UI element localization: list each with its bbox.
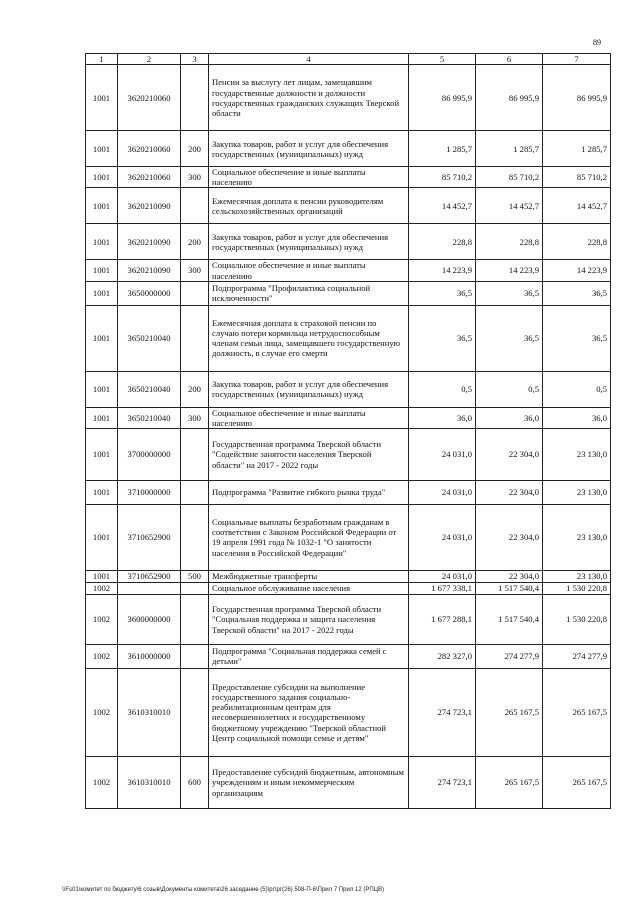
amount-cell-col5: 14 452,7 bbox=[409, 188, 476, 224]
table-row bbox=[86, 582, 611, 594]
section-code-cell: 1002 bbox=[86, 594, 118, 644]
header-cell-6: 6 bbox=[476, 54, 543, 65]
section-code-cell: 1001 bbox=[86, 65, 118, 131]
header-cell-4: 4 bbox=[209, 54, 409, 65]
amount-cell-col7: 1 530 220,8 bbox=[543, 594, 611, 644]
expense-type-cell: 300 bbox=[181, 260, 209, 281]
target-article-cell: 3610310010 bbox=[118, 756, 181, 808]
header-row bbox=[86, 54, 611, 65]
table-row bbox=[86, 260, 611, 281]
description-cell: Социальное обеспечение и иные выплаты населению bbox=[209, 260, 409, 281]
amount-cell-col7: 23 130,0 bbox=[543, 428, 611, 480]
description-cell: Социальное обеспечение и иные выплаты населению bbox=[209, 167, 409, 188]
file-path-footer: \\Fs01\комитет по бюджету\6 созыв\Документы комитета\26 заседание (5)\рг\рг(26) 508-П-6\Прил 7 Прил 12 (РПЦВ) bbox=[62, 887, 385, 893]
section-code-cell: 1002 bbox=[86, 644, 118, 668]
expense-type-cell bbox=[181, 305, 209, 371]
amount-cell-col7: 86 995,9 bbox=[543, 65, 611, 131]
expense-type-cell bbox=[181, 428, 209, 480]
target-article-cell: 3620210090 bbox=[118, 224, 181, 260]
amount-cell-col5: 1 677 288,1 bbox=[409, 594, 476, 644]
amount-cell-col5: 274 723,1 bbox=[409, 668, 476, 756]
amount-cell-col6: 86 995,9 bbox=[476, 65, 543, 131]
amount-cell-col7: 265 167,5 bbox=[543, 668, 611, 756]
amount-cell-col6: 22 304,0 bbox=[476, 428, 543, 480]
amount-cell-col5: 24 031,0 bbox=[409, 570, 476, 582]
description-cell: Государственная программа Тверской области "Содействие занятости населения Тверской области" на 2017 - 2022 годы bbox=[209, 428, 409, 480]
amount-cell-col7: 1 285,7 bbox=[543, 131, 611, 167]
section-code-cell: 1001 bbox=[86, 407, 118, 428]
amount-cell-col5: 0,5 bbox=[409, 371, 476, 407]
amount-cell-col7: 265 167,5 bbox=[543, 756, 611, 808]
description-cell: Социальное обеспечение и иные выплаты населению bbox=[209, 407, 409, 428]
amount-cell-col6: 265 167,5 bbox=[476, 668, 543, 756]
expense-type-cell: 300 bbox=[181, 167, 209, 188]
amount-cell-col6: 36,5 bbox=[476, 281, 543, 305]
table-row bbox=[86, 281, 611, 305]
amount-cell-col7: 228,8 bbox=[543, 224, 611, 260]
expense-type-cell: 300 bbox=[181, 407, 209, 428]
amount-cell-col5: 14 223,9 bbox=[409, 260, 476, 281]
table-row bbox=[86, 407, 611, 428]
amount-cell-col5: 228,8 bbox=[409, 224, 476, 260]
target-article-cell: 3710652900 bbox=[118, 570, 181, 582]
target-article-cell: 3700000000 bbox=[118, 428, 181, 480]
amount-cell-col6: 22 304,0 bbox=[476, 570, 543, 582]
amount-cell-col6: 36,0 bbox=[476, 407, 543, 428]
amount-cell-col5: 282 327,0 bbox=[409, 644, 476, 668]
description-cell: Закупка товаров, работ и услуг для обеспечения государственных (муниципальных) нужд bbox=[209, 224, 409, 260]
amount-cell-col5: 86 995,9 bbox=[409, 65, 476, 131]
target-article-cell: 3620210090 bbox=[118, 260, 181, 281]
description-cell: Межбюджетные трансферты bbox=[209, 570, 409, 582]
header-cell-5: 5 bbox=[409, 54, 476, 65]
amount-cell-col6: 1 285,7 bbox=[476, 131, 543, 167]
amount-cell-col6: 85 710,2 bbox=[476, 167, 543, 188]
section-code-cell: 1001 bbox=[86, 371, 118, 407]
amount-cell-col6: 14 223,9 bbox=[476, 260, 543, 281]
section-code-cell: 1001 bbox=[86, 305, 118, 371]
target-article-cell: 3600000000 bbox=[118, 594, 181, 644]
section-code-cell: 1001 bbox=[86, 570, 118, 582]
expense-type-cell: 200 bbox=[181, 371, 209, 407]
amount-cell-col7: 23 130,0 bbox=[543, 504, 611, 570]
description-cell: Предоставление субсидий бюджетным, автономным учреждениям и иным некоммерческим организациям bbox=[209, 756, 409, 808]
amount-cell-col5: 24 031,0 bbox=[409, 504, 476, 570]
amount-cell-col6: 228,8 bbox=[476, 224, 543, 260]
section-code-cell: 1001 bbox=[86, 281, 118, 305]
description-cell: Подпрограмма "Профилактика социальной исключенности" bbox=[209, 281, 409, 305]
description-cell: Предоставление субсидии на выполнение государственного задания социально-реабилитационным центрам для несовершеннолетних и государственному бюджетному учреждению "Тверской областной Центр социальной помощи семье и детям" bbox=[209, 668, 409, 756]
target-article-cell: 3650000000 bbox=[118, 281, 181, 305]
amount-cell-col5: 85 710,2 bbox=[409, 167, 476, 188]
amount-cell-col6: 36,5 bbox=[476, 305, 543, 371]
amount-cell-col6: 1 517 540,4 bbox=[476, 594, 543, 644]
table-row bbox=[86, 131, 611, 167]
section-code-cell: 1001 bbox=[86, 167, 118, 188]
section-code-cell: 1001 bbox=[86, 188, 118, 224]
page-number: 89 bbox=[593, 38, 601, 47]
description-cell: Подпрограмма "Социальная поддержка семей с детьми" bbox=[209, 644, 409, 668]
amount-cell-col6: 14 452,7 bbox=[476, 188, 543, 224]
section-code-cell: 1002 bbox=[86, 756, 118, 808]
target-article-cell: 3650210040 bbox=[118, 305, 181, 371]
expense-type-cell: 500 bbox=[181, 570, 209, 582]
expense-type-cell: 600 bbox=[181, 756, 209, 808]
expense-type-cell bbox=[181, 281, 209, 305]
expense-type-cell bbox=[181, 480, 209, 504]
amount-cell-col7: 36,0 bbox=[543, 407, 611, 428]
target-article-cell: 3610310010 bbox=[118, 668, 181, 756]
amount-cell-col7: 0,5 bbox=[543, 371, 611, 407]
amount-cell-col5: 36,5 bbox=[409, 305, 476, 371]
amount-cell-col5: 274 723,1 bbox=[409, 756, 476, 808]
description-cell: Ежемесячная доплата к страховой пенсии по случаю потери кормильца нетрудоспособным членам семьи лица, замещавшего государственную должность, в случае его смерти bbox=[209, 305, 409, 371]
amount-cell-col7: 14 223,9 bbox=[543, 260, 611, 281]
header-cell-1: 1 bbox=[86, 54, 118, 65]
target-article-cell: 3620210060 bbox=[118, 65, 181, 131]
amount-cell-col7: 23 130,0 bbox=[543, 570, 611, 582]
header-cell-7: 7 bbox=[543, 54, 611, 65]
target-article-cell: 3650210040 bbox=[118, 407, 181, 428]
section-code-cell: 1002 bbox=[86, 582, 118, 594]
amount-cell-col6: 22 304,0 bbox=[476, 504, 543, 570]
expense-type-cell bbox=[181, 668, 209, 756]
description-cell: Социальное обслуживание населения bbox=[209, 582, 409, 594]
table-row bbox=[86, 65, 611, 131]
table-row bbox=[86, 504, 611, 570]
amount-cell-col6: 0,5 bbox=[476, 371, 543, 407]
target-article-cell: 3650210040 bbox=[118, 371, 181, 407]
section-code-cell: 1001 bbox=[86, 504, 118, 570]
table-row bbox=[86, 756, 611, 808]
table-row bbox=[86, 644, 611, 668]
amount-cell-col5: 1 677 338,1 bbox=[409, 582, 476, 594]
amount-cell-col7: 1 530 220,8 bbox=[543, 582, 611, 594]
expense-type-cell bbox=[181, 582, 209, 594]
amount-cell-col5: 36,5 bbox=[409, 281, 476, 305]
amount-cell-col6: 274 277,9 bbox=[476, 644, 543, 668]
description-cell: Социальные выплаты безработным гражданам в соответствии с Законом Российской Федерации от 19 апреля 1991 года № 1032-1 "О занятости населения в Российской Федерации" bbox=[209, 504, 409, 570]
amount-cell-col5: 36,0 bbox=[409, 407, 476, 428]
table-row bbox=[86, 167, 611, 188]
amount-cell-col7: 14 452,7 bbox=[543, 188, 611, 224]
target-article-cell: 3710000000 bbox=[118, 480, 181, 504]
section-code-cell: 1001 bbox=[86, 131, 118, 167]
amount-cell-col6: 1 517 540,4 bbox=[476, 582, 543, 594]
header-cell-2: 2 bbox=[118, 54, 181, 65]
budget-table bbox=[85, 53, 611, 809]
expense-type-cell bbox=[181, 644, 209, 668]
amount-cell-col5: 1 285,7 bbox=[409, 131, 476, 167]
table-row bbox=[86, 428, 611, 480]
description-cell: Закупка товаров, работ и услуг для обеспечения государственных (муниципальных) нужд bbox=[209, 131, 409, 167]
table-row bbox=[86, 594, 611, 644]
amount-cell-col6: 265 167,5 bbox=[476, 756, 543, 808]
section-code-cell: 1001 bbox=[86, 428, 118, 480]
amount-cell-col7: 274 277,9 bbox=[543, 644, 611, 668]
amount-cell-col7: 36,5 bbox=[543, 281, 611, 305]
header-cell-3: 3 bbox=[181, 54, 209, 65]
description-cell: Подпрограмма "Развитие гибкого рынка труда" bbox=[209, 480, 409, 504]
table-row bbox=[86, 570, 611, 582]
scan-top-edge bbox=[0, 0, 640, 6]
section-code-cell: 1002 bbox=[86, 668, 118, 756]
amount-cell-col7: 36,5 bbox=[543, 305, 611, 371]
table-row bbox=[86, 668, 611, 756]
table-row bbox=[86, 371, 611, 407]
amount-cell-col6: 22 304,0 bbox=[476, 480, 543, 504]
amount-cell-col7: 23 130,0 bbox=[543, 480, 611, 504]
expense-type-cell: 200 bbox=[181, 224, 209, 260]
table-row bbox=[86, 305, 611, 371]
target-article-cell: 3620210060 bbox=[118, 131, 181, 167]
amount-cell-col7: 85 710,2 bbox=[543, 167, 611, 188]
section-code-cell: 1001 bbox=[86, 480, 118, 504]
table-body bbox=[86, 65, 611, 809]
target-article-cell: 3610000000 bbox=[118, 644, 181, 668]
amount-cell-col5: 24 031,0 bbox=[409, 480, 476, 504]
description-cell: Ежемесячная доплата к пенсии руководителям сельскохозяйственных организаций bbox=[209, 188, 409, 224]
target-article-cell: 3620210060 bbox=[118, 167, 181, 188]
section-code-cell: 1001 bbox=[86, 224, 118, 260]
table-row bbox=[86, 480, 611, 504]
target-article-cell: 3710652900 bbox=[118, 504, 181, 570]
expense-type-cell bbox=[181, 594, 209, 644]
target-article-cell: 3620210090 bbox=[118, 188, 181, 224]
table-row bbox=[86, 188, 611, 224]
expense-type-cell bbox=[181, 504, 209, 570]
description-cell: Государственная программа Тверской области "Социальная поддержка и защита населения Тверской области" на 2017 - 2022 годы bbox=[209, 594, 409, 644]
expense-type-cell bbox=[181, 188, 209, 224]
expense-type-cell bbox=[181, 65, 209, 131]
target-article-cell bbox=[118, 582, 181, 594]
description-cell: Пенсии за выслугу лет лицам, замещавшим государственные должности и должности государственных гражданских служащих Тверской области bbox=[209, 65, 409, 131]
table-row bbox=[86, 224, 611, 260]
expense-type-cell: 200 bbox=[181, 131, 209, 167]
section-code-cell: 1001 bbox=[86, 260, 118, 281]
amount-cell-col5: 24 031,0 bbox=[409, 428, 476, 480]
description-cell: Закупка товаров, работ и услуг для обеспечения государственных (муниципальных) нужд bbox=[209, 371, 409, 407]
